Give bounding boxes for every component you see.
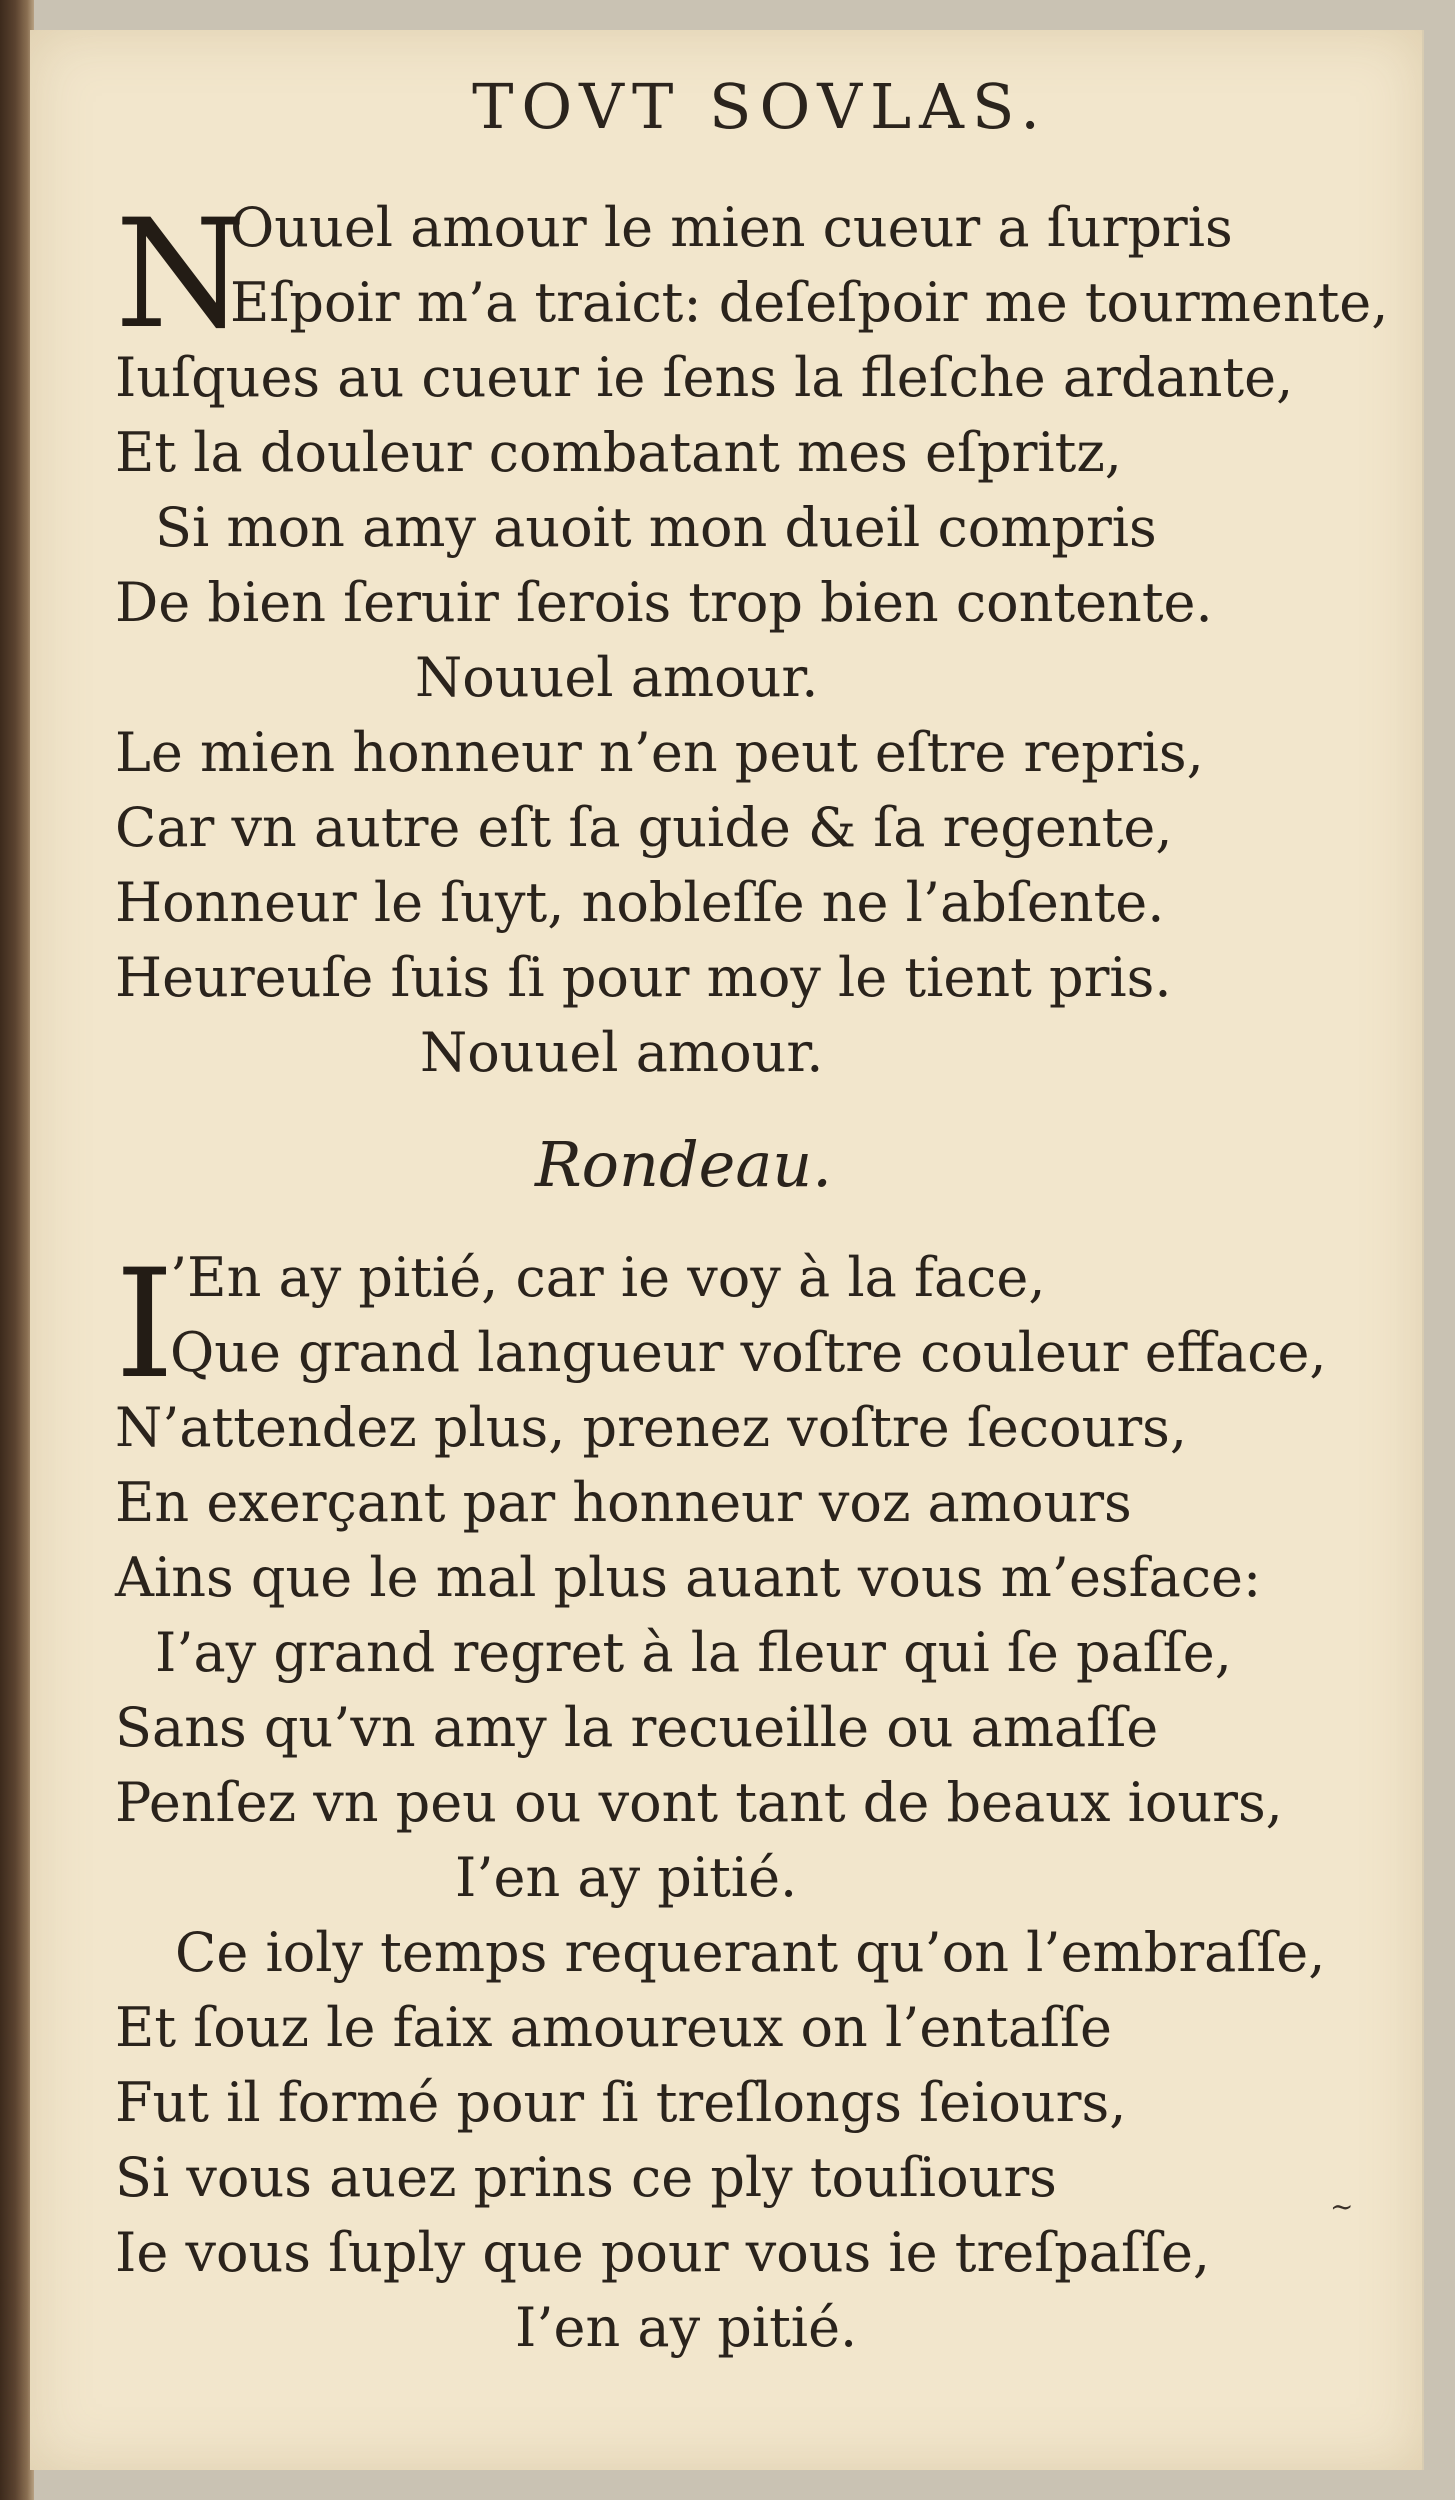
stanza-2 <box>115 1238 1327 2365</box>
poem-line: Et la douleur combatant mes eſpritz, <box>115 421 1122 484</box>
refrain-line: Nouuel amour. <box>420 1021 824 1084</box>
poem-line: Car vn autre eſt ſa guide & ſa regente, <box>115 796 1173 859</box>
book-spine <box>0 0 34 2500</box>
poem-line: Ce ioly temps requerant qu’on l’embraſſe, <box>175 1921 1326 1984</box>
poem-line: Et ſouz le faix amoureux on l’entaſſe <box>115 1996 1112 2059</box>
poem-line: Le mien honneur n’en peut eſtre repris, <box>115 721 1204 784</box>
poem-line: En exerçant par honneur voz amours <box>115 1471 1132 1534</box>
poem-line: Honneur le ſuyt, nobleſſe ne l’abſente. <box>115 871 1165 934</box>
refrain-line: I’en ay pitié. <box>515 2296 858 2359</box>
poem-line: Si mon amy auoit mon dueil compris <box>155 496 1157 559</box>
poem-text <box>115 188 1389 2365</box>
poem-line: N’attendez plus, prenez voſtre ſecours, <box>115 1396 1188 1459</box>
running-header: TOVT SOVLAS. <box>472 70 1048 143</box>
poem-line: Si vous auez prins ce ply touſiours <box>115 2146 1057 2209</box>
ink-mark: ~ <box>1330 2190 1354 2223</box>
poem-line: ’En ay pitié, car ie voy à la face, <box>170 1246 1046 1309</box>
poem-line: De bien ſeruir ſerois trop bien contente. <box>115 571 1213 634</box>
rondeau-heading: Rondeau. <box>535 1128 832 1201</box>
poem-line: Penſez vn peu ou vont tant de beaux iours, <box>115 1771 1283 1834</box>
drop-cap-i: I <box>115 1238 175 1412</box>
poem-line: Iuſques au cueur ie ſens la fleſche ardante, <box>115 346 1294 409</box>
stanza-1 <box>115 188 1389 1090</box>
refrain-line: Nouuel amour. <box>415 646 819 709</box>
poem-line: Ouuel amour le mien cueur a ſurpris <box>230 196 1233 259</box>
book-page <box>30 30 1424 2470</box>
poem-line: Heureuſe ſuis ſi pour moy le tient pris. <box>115 946 1172 1009</box>
poem-line: I’ay grand regret à la fleur qui ſe paſſe, <box>155 1621 1232 1684</box>
poem-line: Eſpoir m’a traict: deſeſpoir me tourmente, <box>230 271 1389 334</box>
poem-line: Fut il formé pour ſi treſlongs ſeiours, <box>115 2071 1127 2134</box>
drop-cap-n: N <box>115 188 247 362</box>
poem-line: Ains que le mal plus auant vous m’esface: <box>115 1546 1262 1609</box>
refrain-line: I’en ay pitié. <box>455 1846 798 1909</box>
poem-line: Sans qu’vn amy la recueille ou amaſſe <box>115 1696 1159 1759</box>
poem-line: Ie vous ſuply que pour vous ie treſpaſſe, <box>115 2221 1211 2284</box>
poem-line: Que grand langueur voſtre couleur efface, <box>170 1321 1327 1384</box>
